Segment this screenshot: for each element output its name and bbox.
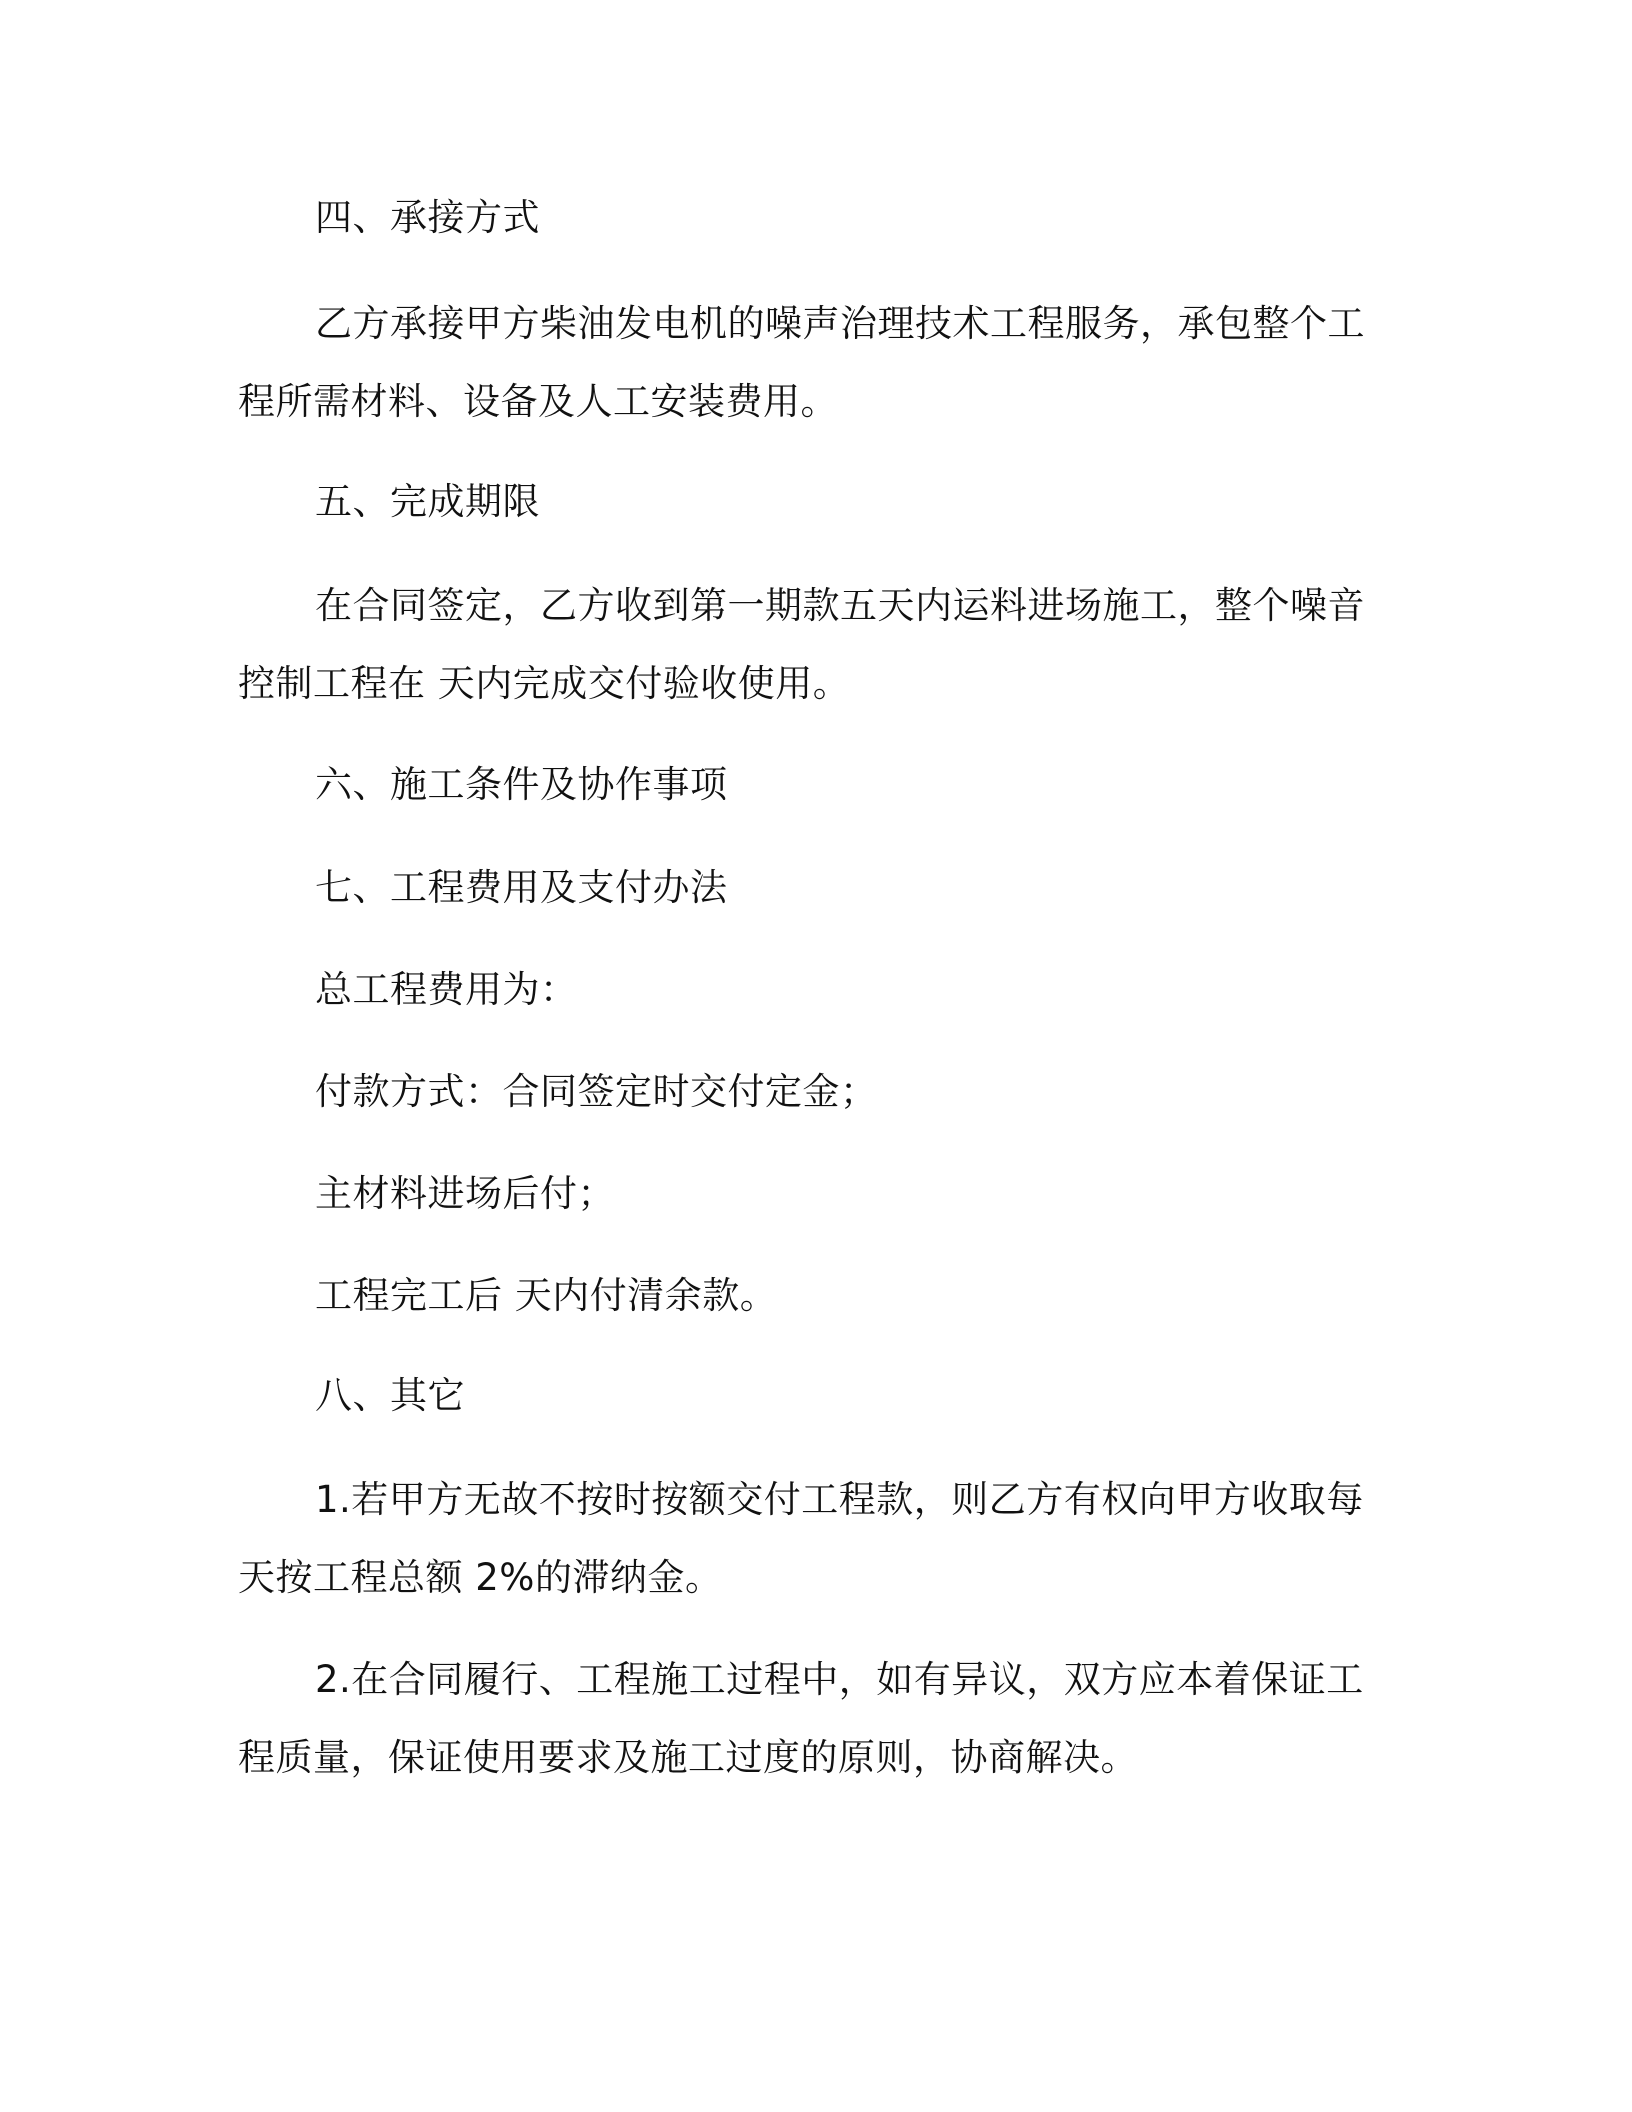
paragraph-line: 乙方承接甲方柴油发电机的噪声治理技术工程服务，承包整个工 bbox=[315, 302, 1365, 345]
section-heading-6: 六、施工条件及协作事项 bbox=[315, 763, 728, 806]
paragraph-line: 天按工程总额 2%的滞纳金。 bbox=[238, 1556, 723, 1599]
paragraph-line: 工程完工后 天内付清余款。 bbox=[315, 1274, 778, 1317]
paragraph-line: 总工程费用为： bbox=[315, 968, 578, 1011]
paragraph-line: 2.在合同履行、工程施工过程中，如有异议，双方应本着保证工 bbox=[315, 1658, 1364, 1701]
paragraph-line: 在合同签定，乙方收到第一期款五天内运料进场施工，整个噪音 bbox=[315, 584, 1365, 627]
paragraph-line: 程所需材料、设备及人工安装费用。 bbox=[238, 380, 838, 423]
paragraph-line: 主材料进场后付； bbox=[315, 1172, 615, 1215]
section-heading-4: 四、承接方式 bbox=[315, 196, 540, 239]
paragraph-line: 控制工程在 天内完成交付验收使用。 bbox=[238, 662, 851, 705]
paragraph-line: 程质量，保证使用要求及施工过度的原则，协商解决。 bbox=[238, 1736, 1138, 1779]
section-heading-5: 五、完成期限 bbox=[315, 480, 540, 523]
section-heading-8: 八、其它 bbox=[315, 1374, 465, 1417]
section-heading-7: 七、工程费用及支付办法 bbox=[315, 866, 728, 909]
paragraph-line: 付款方式：合同签定时交付定金； bbox=[315, 1070, 878, 1113]
paragraph-line: 1.若甲方无故不按时按额交付工程款，则乙方有权向甲方收取每 bbox=[315, 1478, 1364, 1521]
